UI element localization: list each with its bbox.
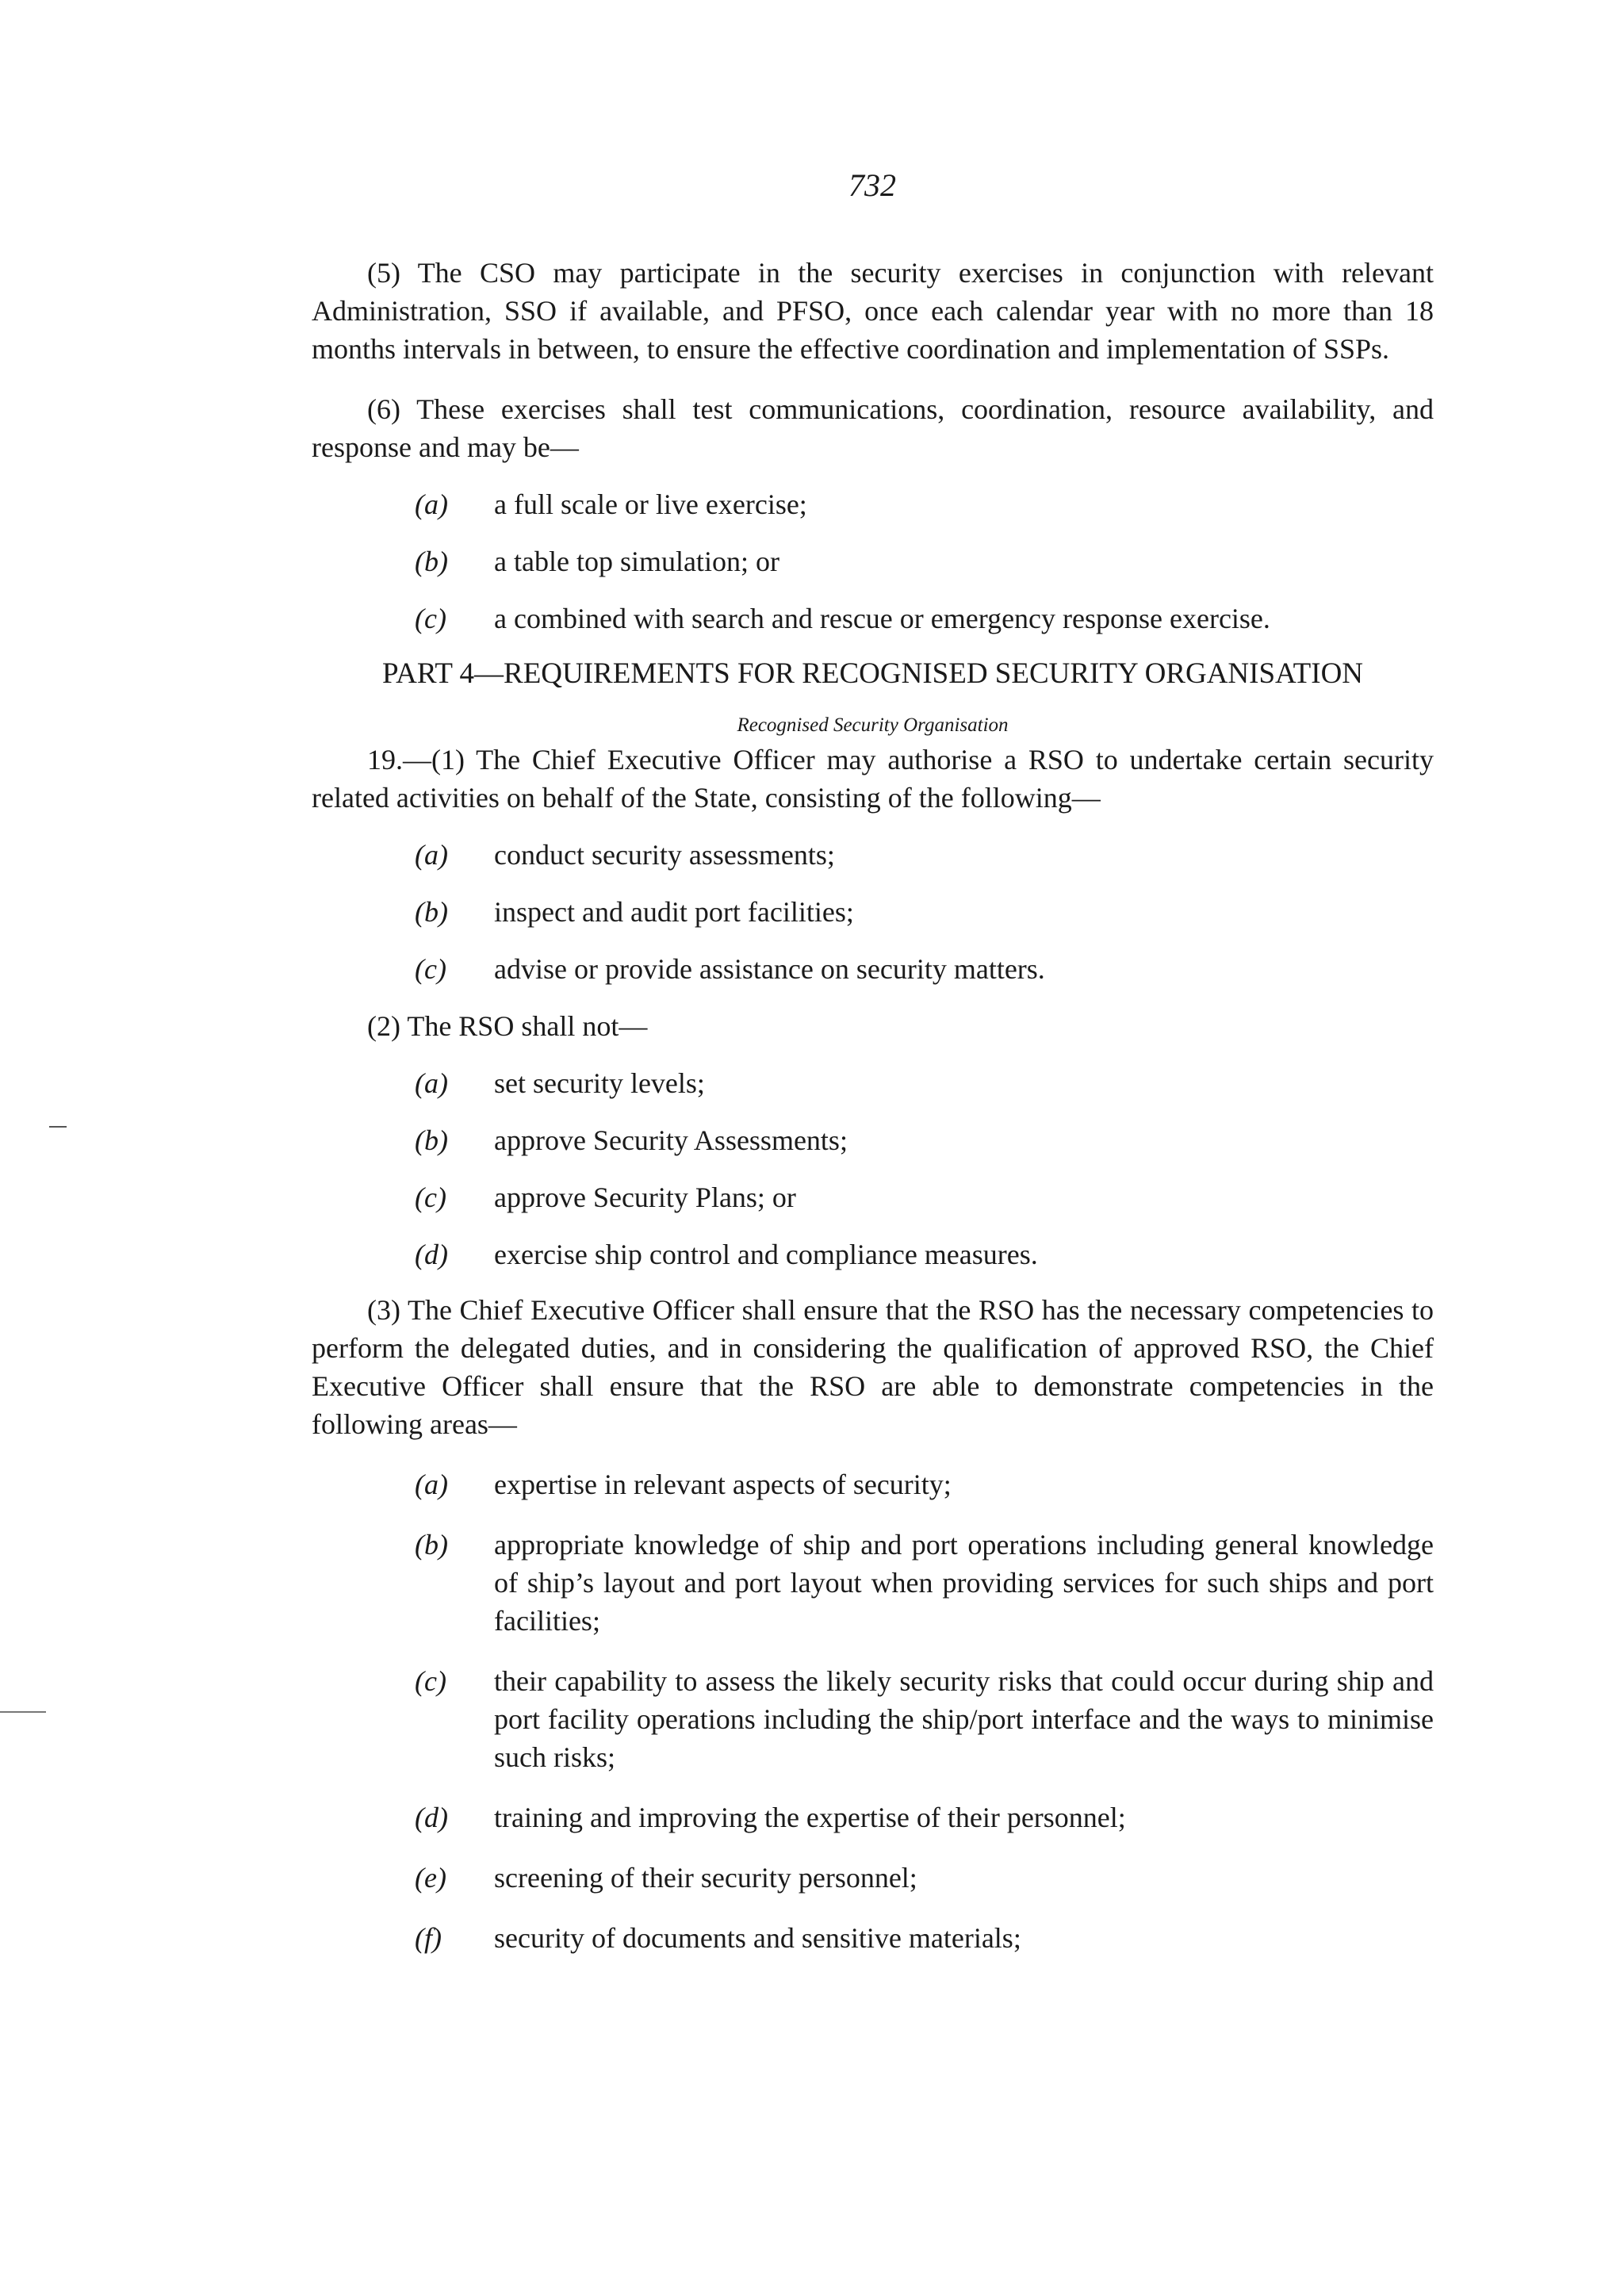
section-19-3-list bbox=[312, 1465, 1434, 1957]
section-19-1-list bbox=[312, 836, 1434, 988]
list-item bbox=[312, 1526, 1434, 1640]
paragraph-6-list bbox=[312, 485, 1434, 638]
list-item-text: appropriate knowledge of ship and port operations including general knowledge of ship’s layout and port layout when providing services for such ships and port facilities; bbox=[494, 1529, 1434, 1637]
list-item-text: advise or provide assistance on security matters. bbox=[494, 953, 1045, 985]
list-item-text: screening of their security personnel; bbox=[494, 1862, 917, 1894]
list-item-text: exercise ship control and compliance measures. bbox=[494, 1239, 1038, 1270]
list-marker: (d) bbox=[415, 1802, 448, 1833]
section-heading: Recognised Security Organisation bbox=[737, 714, 1009, 736]
list-item bbox=[312, 1465, 1434, 1503]
list-item bbox=[312, 1178, 1434, 1216]
list-item bbox=[312, 1798, 1434, 1836]
list-item-text: conduct security assessments; bbox=[494, 839, 835, 871]
list-item bbox=[312, 893, 1434, 931]
list-marker: (a) bbox=[415, 1067, 448, 1099]
list-item-text: approve Security Assessments; bbox=[494, 1124, 848, 1156]
section-19-subsection-3: (3) The Chief Executive Officer shall ensure that the RSO has the necessary competencies to perform the delegated duties, and in considering the qualification of approved RSO, the Chief Executive Officer shall ensure that the RSO are able to demonstrate competencies in the following areas— bbox=[312, 1294, 1434, 1440]
list-marker: (b) bbox=[415, 546, 448, 577]
document-body bbox=[312, 254, 1434, 1957]
list-item bbox=[312, 950, 1434, 988]
list-item-text: inspect and audit port facilities; bbox=[494, 896, 854, 928]
list-item bbox=[312, 1121, 1434, 1159]
section-19-subsection-1: 19.—(1) The Chief Executive Officer may authorise a RSO to undertake certain security related activities on behalf of the State, consisting of the following— bbox=[312, 744, 1434, 814]
list-item-text: approve Security Plans; or bbox=[494, 1181, 796, 1213]
list-item-text: training and improving the expertise of their personnel; bbox=[494, 1802, 1126, 1833]
margin-mark bbox=[0, 1711, 46, 1713]
list-item bbox=[312, 599, 1434, 638]
list-item bbox=[312, 1235, 1434, 1273]
list-marker: (a) bbox=[415, 488, 448, 520]
part-heading: PART 4—REQUIREMENTS FOR RECOGNISED SECURITY ORGANISATION bbox=[381, 657, 1364, 690]
list-item-text: expertise in relevant aspects of security; bbox=[494, 1469, 952, 1500]
list-item bbox=[312, 1064, 1434, 1102]
margin-mark bbox=[49, 1126, 67, 1128]
section-19-subsection-2: (2) The RSO shall not— bbox=[367, 1010, 648, 1042]
list-marker: (c) bbox=[415, 1181, 446, 1213]
list-item bbox=[312, 1859, 1434, 1897]
list-marker: (d) bbox=[415, 1239, 448, 1270]
paragraph-6: (6) These exercises shall test communications, coordination, resource availability, and response and may be— bbox=[312, 393, 1434, 463]
list-marker: (a) bbox=[415, 839, 448, 871]
list-item-text: a full scale or live exercise; bbox=[494, 488, 807, 520]
list-marker: (b) bbox=[415, 1529, 448, 1561]
list-item bbox=[312, 542, 1434, 580]
list-item-text: their capability to assess the likely security risks that could occur during ship and port facility operations including the ship/port interface and the ways to minimise such risks; bbox=[494, 1665, 1434, 1773]
list-item bbox=[312, 836, 1434, 874]
page-number: 732 bbox=[848, 167, 896, 203]
list-item bbox=[312, 1919, 1434, 1957]
list-marker: (f) bbox=[415, 1922, 442, 1954]
list-marker: (c) bbox=[415, 1665, 446, 1697]
list-item bbox=[312, 485, 1434, 523]
list-item-text: set security levels; bbox=[494, 1067, 705, 1099]
list-marker: (c) bbox=[415, 603, 446, 634]
section-19-2-list bbox=[312, 1064, 1434, 1273]
list-item-text: security of documents and sensitive materials; bbox=[494, 1922, 1021, 1954]
list-item-text: a combined with search and rescue or emergency response exercise. bbox=[494, 603, 1270, 634]
list-marker: (b) bbox=[415, 1124, 448, 1156]
list-item-text: a table top simulation; or bbox=[494, 546, 779, 577]
paragraph-5: (5) The CSO may participate in the security exercises in conjunction with relevant Administration, SSO if available, and PFSO, once each calendar year with no more than 18 months intervals in between, to ensure the effective coordination and implementation of SSPs. bbox=[312, 257, 1434, 365]
list-marker: (a) bbox=[415, 1469, 448, 1500]
list-marker: (c) bbox=[415, 953, 446, 985]
list-item bbox=[312, 1662, 1434, 1776]
list-marker: (b) bbox=[415, 896, 448, 928]
list-marker: (e) bbox=[415, 1862, 446, 1894]
